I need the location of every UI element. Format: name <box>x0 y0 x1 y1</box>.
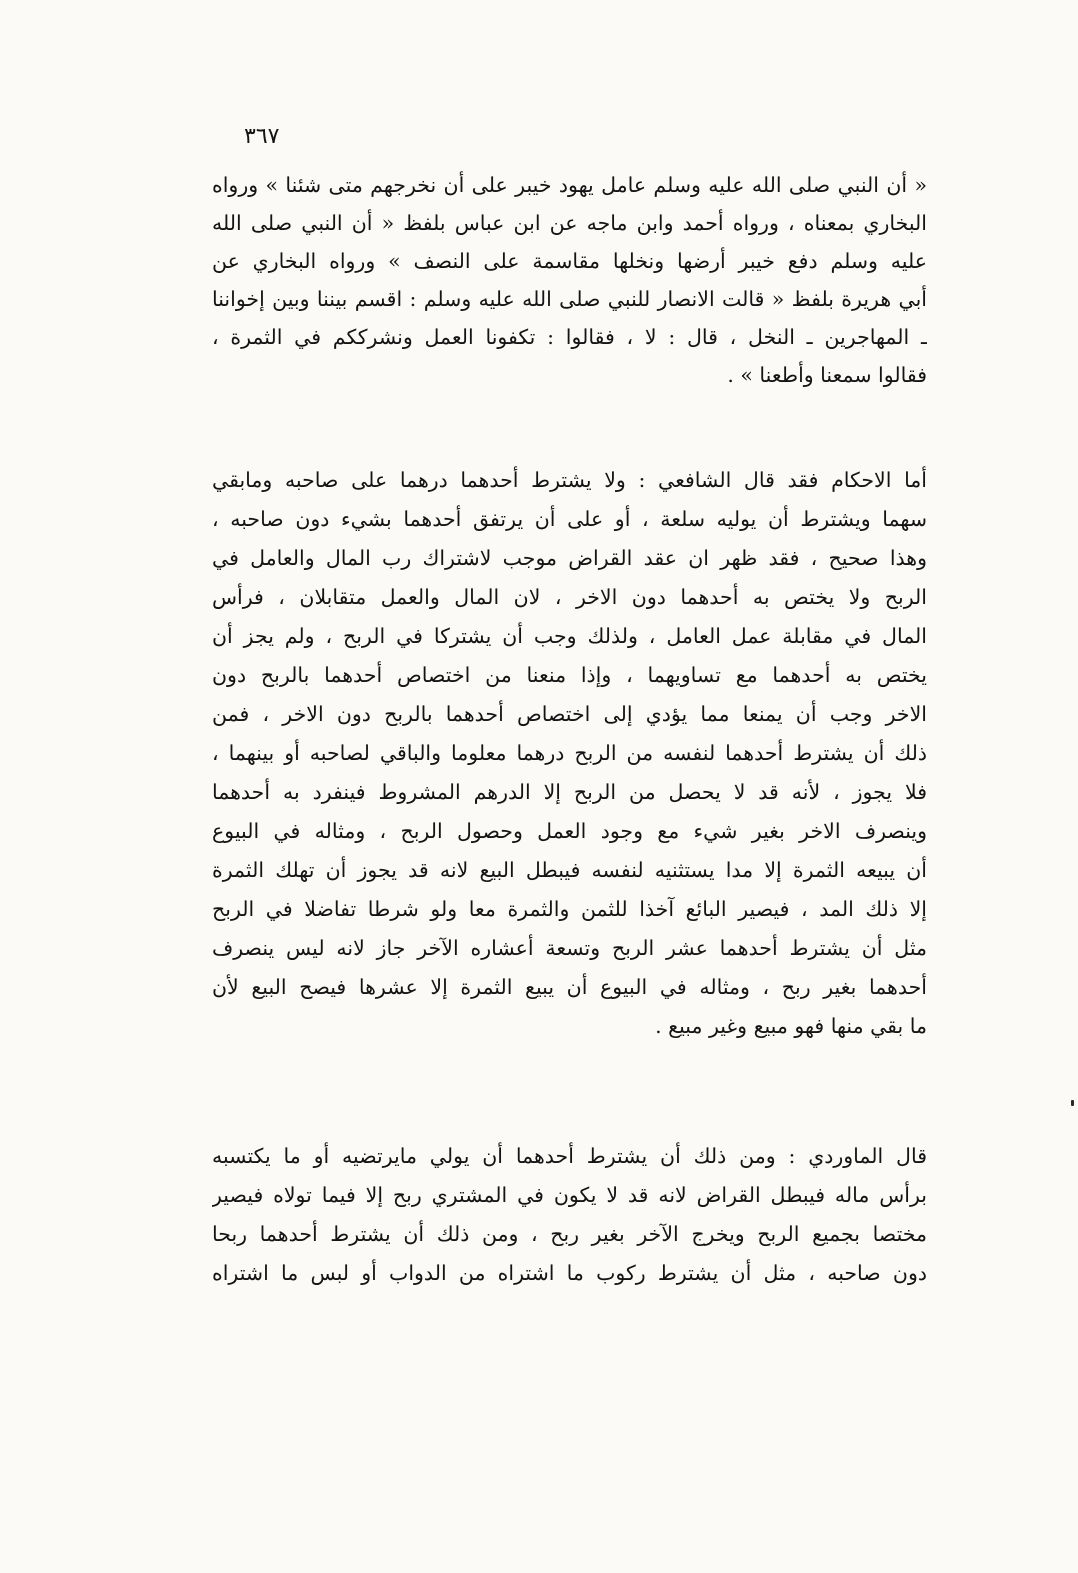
text-line: ـ المهاجرين ـ النخل ، قال : لا ، فقالوا : تكفونا العمل ونشرككم في الثمرة ، <box>212 325 927 349</box>
text-line: فلا يجوز ، لأنه قد لا يحصل من الربح إلا الدرهم المشروط فينفرد به أحدهما <box>212 780 927 804</box>
text-line: عليه وسلم دفع خيبر أرضها ونخلها مقاسمة على النصف » ورواه البخاري عن <box>212 249 927 273</box>
text-line: وينصرف الاخر بغير شيء مع وجود العمل وحصول الربح ، ومثاله في البيوع <box>212 819 927 843</box>
text-line: ما بقي منها فهو مبيع وغير مبيع . <box>655 1014 927 1038</box>
text-line: ذلك أن يشترط أحدهما لنفسه من الربح درهما معلوما والباقي لصاحبه أو بينهما ، <box>212 741 927 765</box>
text-line: مثل أن يشترط أحدهما عشر الربح وتسعة أعشاره الآخر جاز لانه ليس ينصرف <box>212 936 927 960</box>
text-line: برأس ماله فيبطل القراض لانه قد لا يكون في المشتري ربح إلا فيما تولاه فيصير <box>212 1183 927 1207</box>
text-line: إلا ذلك المد ، فيصير البائع آخذا للثمن والثمرة معا ولو شرطا تفاضلا في الربح <box>212 897 927 921</box>
paragraph-mawardi <box>212 1137 927 1293</box>
text-line: مختصا بجميع الربح ويخرج الآخر بغير ربح ، ومن ذلك أن يشترط أحدهما ربحا <box>212 1222 927 1246</box>
text-line: أن يبيعه الثمرة إلا مدا يستثنيه لنفسه فيبطل البيع لانه قد يجوز أن تهلك الثمرة <box>212 858 927 882</box>
paragraph-hadith-narrations <box>212 166 927 394</box>
text-line: المال في مقابلة عمل العامل ، ولذلك وجب أن يشتركا في الربح ، ولم يجز أن <box>212 624 927 648</box>
text-line: أحدهما بغير ربح ، ومثاله في البيوع أن يبيع الثمرة إلا عشرها فيصح البيع لأن <box>212 975 927 999</box>
text-line: « أن النبي صلى الله عليه وسلم عامل يهود خيبر على أن نخرجهم متى شئنا » ورواه <box>212 173 927 197</box>
text-line: وهذا صحيح ، فقد ظهر ان عقد القراض موجب لاشتراك رب المال والعامل في <box>212 546 927 570</box>
text-line: سهما ويشترط أن يوليه سلعة ، أو على أن يرتفق أحدهما بشيء دون صاحبه ، <box>212 507 927 531</box>
text-line: يختص به أحدهما مع تساويهما ، وإذا منعنا من اختصاص أحدهما بالربح دون <box>212 663 927 687</box>
text-line: قال الماوردي : ومن ذلك أن يشترط أحدهما أن يولي مايرتضيه أو ما يكتسبه <box>212 1144 927 1168</box>
text-line: الربح ولا يختص به أحدهما دون الاخر ، لان المال والعمل متقابلان ، فرأس <box>212 585 927 609</box>
text-line: دون صاحبه ، مثل أن يشترط ركوب ما اشتراه من الدواب أو لبس ما اشتراه <box>212 1261 927 1285</box>
text-line: فقالوا سمعنا وأطعنا » . <box>727 363 927 387</box>
page-number: ٣٦٧ <box>244 124 280 149</box>
text-line: الاخر وجب أن يمنعا مما يؤدي إلى اختصاص أحدهما بالربح دون الاخر ، فمن <box>212 702 927 726</box>
text-line: البخاري بمعناه ، ورواه أحمد وابن ماجه عن ابن عباس بلفظ « أن النبي صلى الله <box>212 211 927 235</box>
text-line: أبي هريرة بلفظ « قالت الانصار للنبي صلى الله عليه وسلم : اقسم بيننا وبين إخواننا <box>212 287 927 311</box>
text-line: أما الاحكام فقد قال الشافعي : ولا يشترط أحدهما درهما على صاحبه ومابقي <box>212 468 927 492</box>
paragraph-rulings <box>212 461 927 1046</box>
scan-speck <box>1071 1100 1074 1106</box>
